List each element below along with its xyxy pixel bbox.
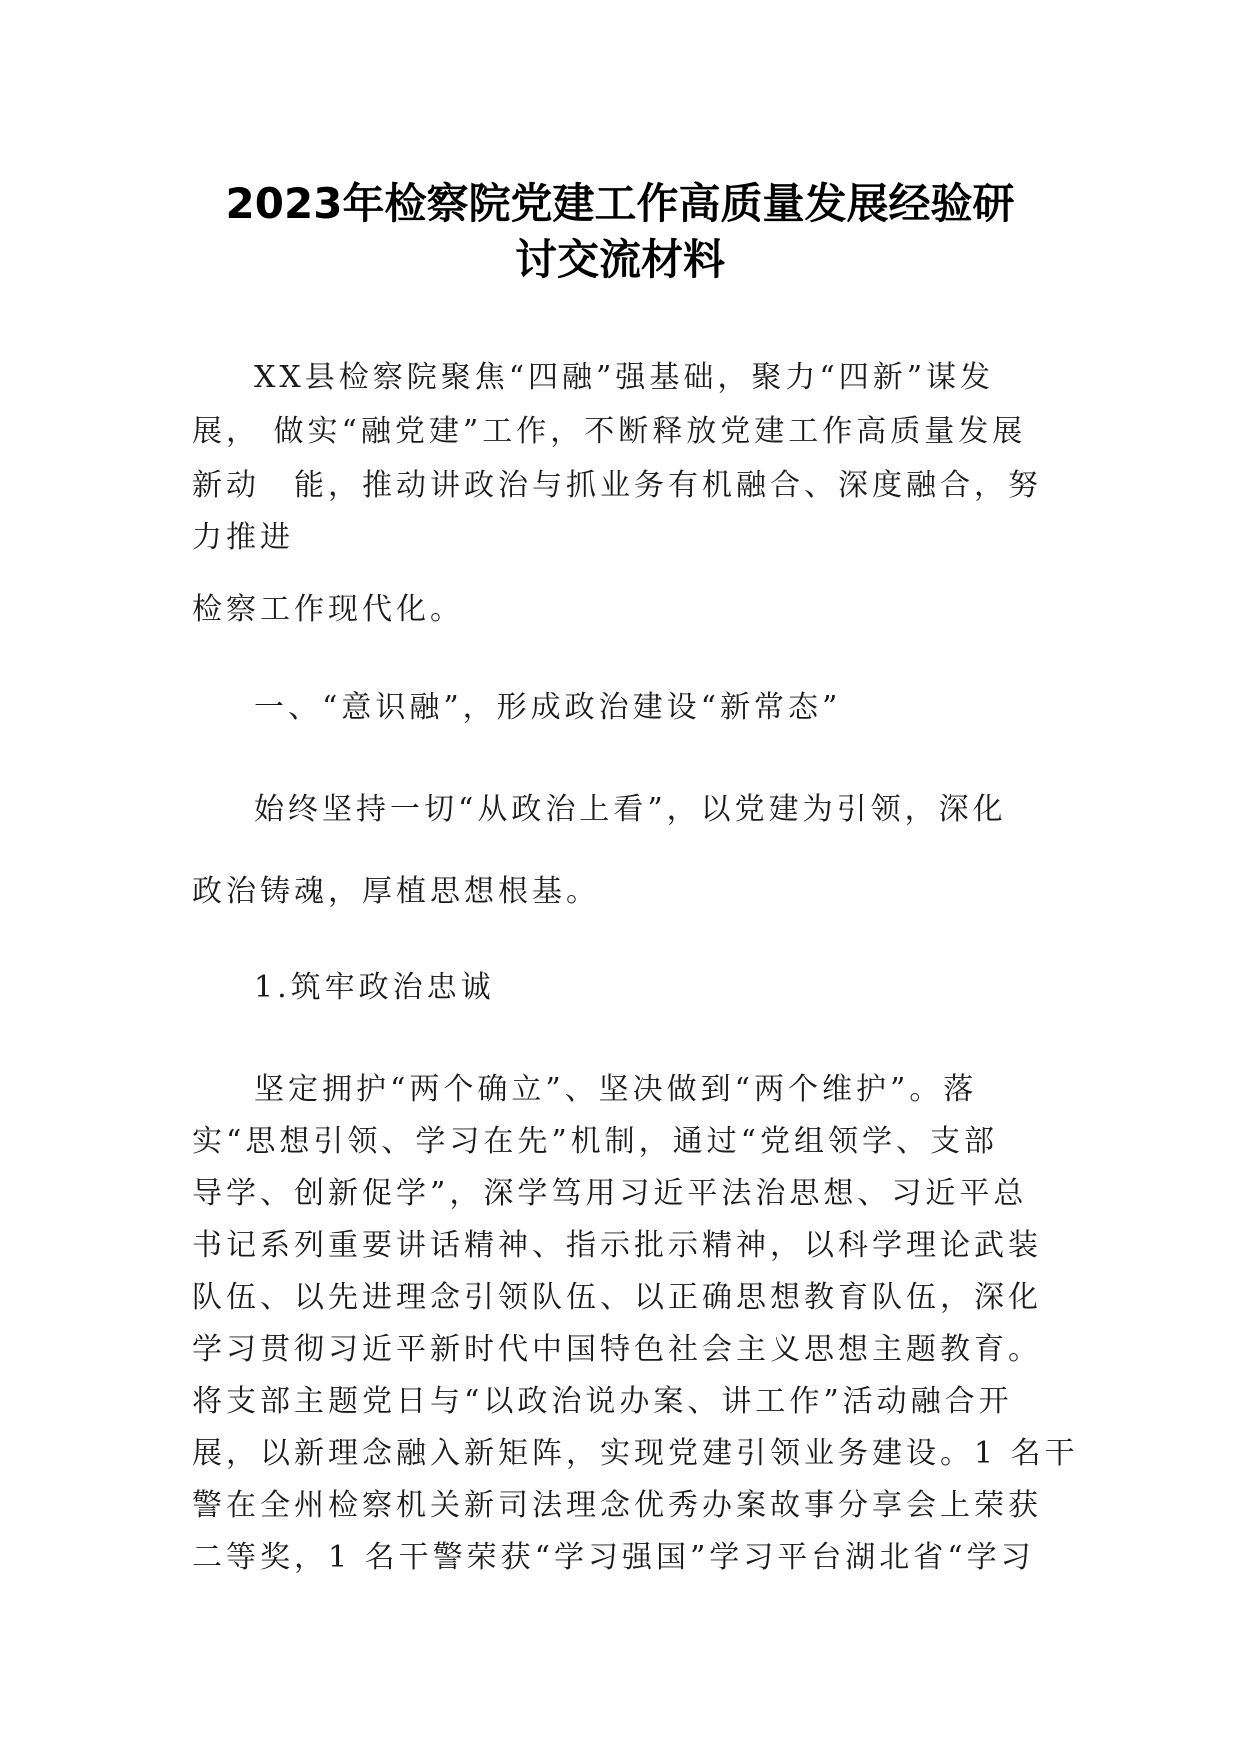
- document-title-line-1: 2023年检察院党建工作高质量发展经验研: [225, 179, 1015, 228]
- section1-intro-line-1: 始终坚持一切“从政治上看”，以党建为引领，深化: [254, 792, 1007, 827]
- intro-line-1: XX县检察院聚焦“四融”强基础，聚力“四新”谋发: [254, 360, 995, 395]
- intro-line-4: 力推进: [192, 520, 294, 555]
- body-line-7: 将支部主题党日与“以政治说办案、讲工作”活动融合开: [192, 1384, 1013, 1419]
- section1-intro-line-2: 政治铸魂，厚植思想根基。: [192, 874, 600, 909]
- body-line-8: 展，以新理念融入新矩阵，实现党建引领业务建设。1 名干: [192, 1436, 1079, 1471]
- body-line-10: 二等奖，1 名干警荣获“学习强国”学习平台湖北省“学习: [192, 1540, 1035, 1575]
- intro-line-2: 展， 做实“融党建”工作，不断释放党建工作高质量发展: [192, 414, 1027, 449]
- subsection-heading-1: 1.筑牢政治忠诚: [254, 970, 495, 1005]
- body-line-3: 导学、创新促学”，深学笃用习近平法治思想、习近平总: [192, 1176, 1028, 1211]
- body-line-4: 书记系列重要讲话精神、指示批示精神，以科学理论武装: [192, 1228, 1042, 1263]
- intro-line-5: 检察工作现代化。: [192, 592, 464, 627]
- section-heading-1: 一、“意识融”，形成政治建设“新常态”: [254, 690, 842, 725]
- body-line-1: 坚定拥护“两个确立”、坚决做到“两个维护”。落: [254, 1072, 978, 1107]
- body-line-6: 学习贯彻习近平新时代中国特色社会主义思想主题教育。: [192, 1332, 1042, 1367]
- document-title-line-2: 讨交流材料: [514, 235, 725, 284]
- intro-line-3: 新动 能，推动讲政治与抓业务有机融合、深度融合，努: [192, 468, 1042, 503]
- body-line-2: 实“思想引领、学习在先”机制，通过“党组领学、支部: [192, 1124, 999, 1159]
- body-line-5: 队伍、以先进理念引领队伍、以正确思想教育队伍，深化: [192, 1280, 1042, 1315]
- body-line-9: 警在全州检察机关新司法理念优秀办案故事分享会上荣获: [192, 1488, 1042, 1523]
